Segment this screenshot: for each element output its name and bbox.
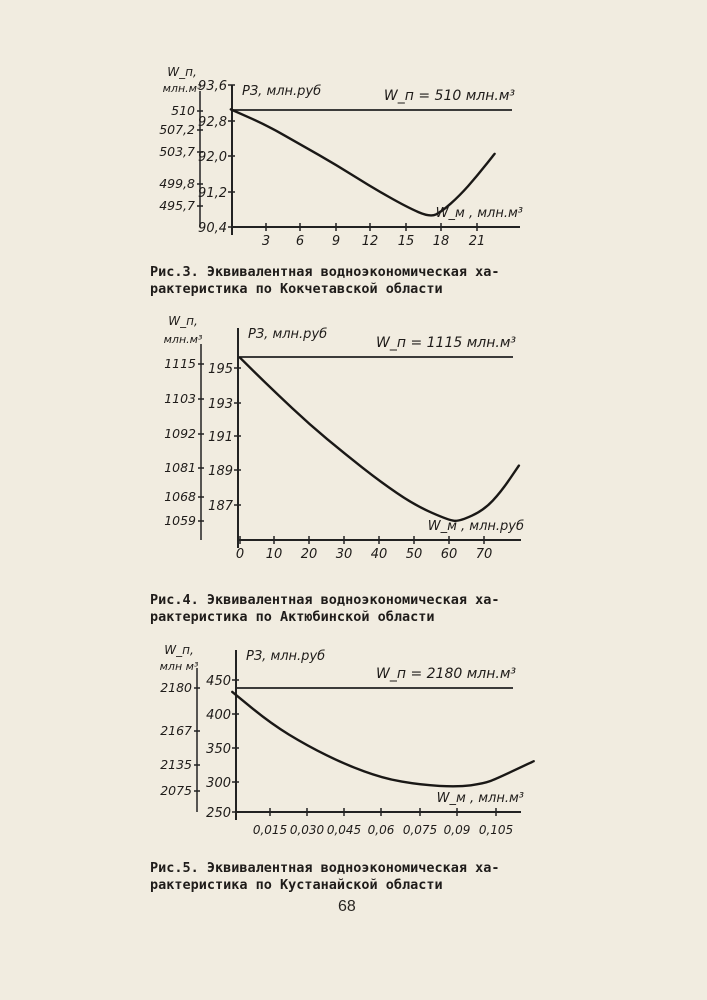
y-tick-label: 191 <box>208 430 233 445</box>
left-tick-label: 495,7 <box>159 198 195 213</box>
x-tick-label: 18 <box>432 234 450 249</box>
left-tick-label: 2135 <box>160 757 192 772</box>
x-tick-label: 6 <box>295 234 305 249</box>
x-tick-label: 3 <box>261 234 271 249</box>
left-tick-label: 510 <box>171 103 195 118</box>
reference-line-label: W_п = 1115 млн.м³ <box>376 335 516 351</box>
left-tick-label: 2180 <box>160 680 192 695</box>
chart-4 <box>198 328 521 548</box>
left-axis-unit: млн.м³ <box>162 82 202 95</box>
x-tick-label: 0,075 <box>402 823 438 837</box>
left-tick-label: 1059 <box>164 513 196 528</box>
left-tick-label: 503,7 <box>159 144 195 159</box>
y-tick-label: 92,0 <box>198 150 227 165</box>
left-axis-label: W_п, <box>168 314 198 328</box>
y-tick-label: 350 <box>206 742 231 757</box>
figure-5-caption: Рис.5. Эквивалентная водноэкономическая ха- рактеристика по Кустанайской области <box>150 860 500 893</box>
x-tick-label: 0 <box>235 547 245 562</box>
x-axis-label: W_м , млн.м³ <box>436 791 524 806</box>
y-tick-label: 187 <box>208 499 233 514</box>
left-tick-label: 507,2 <box>159 122 195 137</box>
left-axis-label: W_п, <box>164 643 194 657</box>
data-curve <box>240 358 519 521</box>
y-tick-label: 300 <box>206 776 231 791</box>
page-number: 68 <box>338 898 356 915</box>
x-tick-label: 30 <box>335 547 353 562</box>
left-axis-label: W_п, <box>167 65 197 79</box>
y-tick-label: 90,4 <box>198 221 227 236</box>
y-axis-label: РЗ, млн.руб <box>246 649 326 664</box>
y-axis-label: РЗ, млн.руб <box>248 327 328 342</box>
x-axis-label: W_м , млн.руб <box>427 519 524 534</box>
left-tick-label: 1103 <box>164 391 196 406</box>
data-curve <box>231 109 495 215</box>
y-tick-label: 195 <box>208 362 233 377</box>
x-tick-label: 0,06 <box>367 823 395 837</box>
left-axis-unit: млн.м³ <box>163 333 203 346</box>
x-tick-label: 12 <box>361 234 379 249</box>
x-tick-label: 70 <box>475 547 493 562</box>
x-tick-label: 40 <box>370 547 388 562</box>
left-tick-label: 2075 <box>160 783 192 798</box>
x-axis-label: W_м , млн.м³ <box>435 206 523 221</box>
x-tick-label: 9 <box>331 234 341 249</box>
x-tick-label: 0,045 <box>326 823 362 837</box>
figure-4-caption: Рис.4. Эквивалентная водноэкономическая ха- рактеристика по Актюбинской области <box>150 592 500 625</box>
x-tick-label: 0,030 <box>289 823 325 837</box>
x-tick-label: 20 <box>300 547 318 562</box>
y-tick-label: 93,6 <box>198 79 227 94</box>
x-tick-label: 0,09 <box>443 823 471 837</box>
data-curve <box>232 692 533 786</box>
x-tick-label: 21 <box>468 234 486 249</box>
y-tick-label: 250 <box>206 806 231 821</box>
x-tick-label: 60 <box>440 547 458 562</box>
left-axis-unit: млн м³ <box>159 660 199 673</box>
left-tick-label: 2167 <box>160 723 192 738</box>
y-tick-label: 189 <box>208 464 233 479</box>
reference-line-label: W_п = 2180 млн.м³ <box>376 666 516 682</box>
y-tick-label: 91,2 <box>198 186 227 201</box>
x-tick-label: 15 <box>397 234 415 249</box>
x-tick-label: 0,015 <box>252 823 288 837</box>
y-tick-label: 400 <box>206 708 231 723</box>
left-tick-label: 1081 <box>164 460 196 475</box>
x-tick-label: 10 <box>265 547 283 562</box>
x-tick-label: 50 <box>405 547 423 562</box>
y-tick-label: 450 <box>206 674 231 689</box>
left-tick-label: 1092 <box>164 426 196 441</box>
y-tick-label: 193 <box>208 397 233 412</box>
left-tick-label: 499,8 <box>159 176 195 191</box>
y-tick-label: 92,8 <box>198 115 227 130</box>
figure-3-caption: Рис.3. Эквивалентная водноэкономическая ха- рактеристика по Кокчетавской области <box>150 264 500 297</box>
reference-line-label: W_п = 510 млн.м³ <box>383 88 515 104</box>
left-tick-label: 1068 <box>164 489 196 504</box>
x-tick-label: 0,105 <box>478 823 514 837</box>
y-axis-label: РЗ, млн.руб <box>242 84 322 99</box>
left-tick-label: 1115 <box>164 356 196 371</box>
